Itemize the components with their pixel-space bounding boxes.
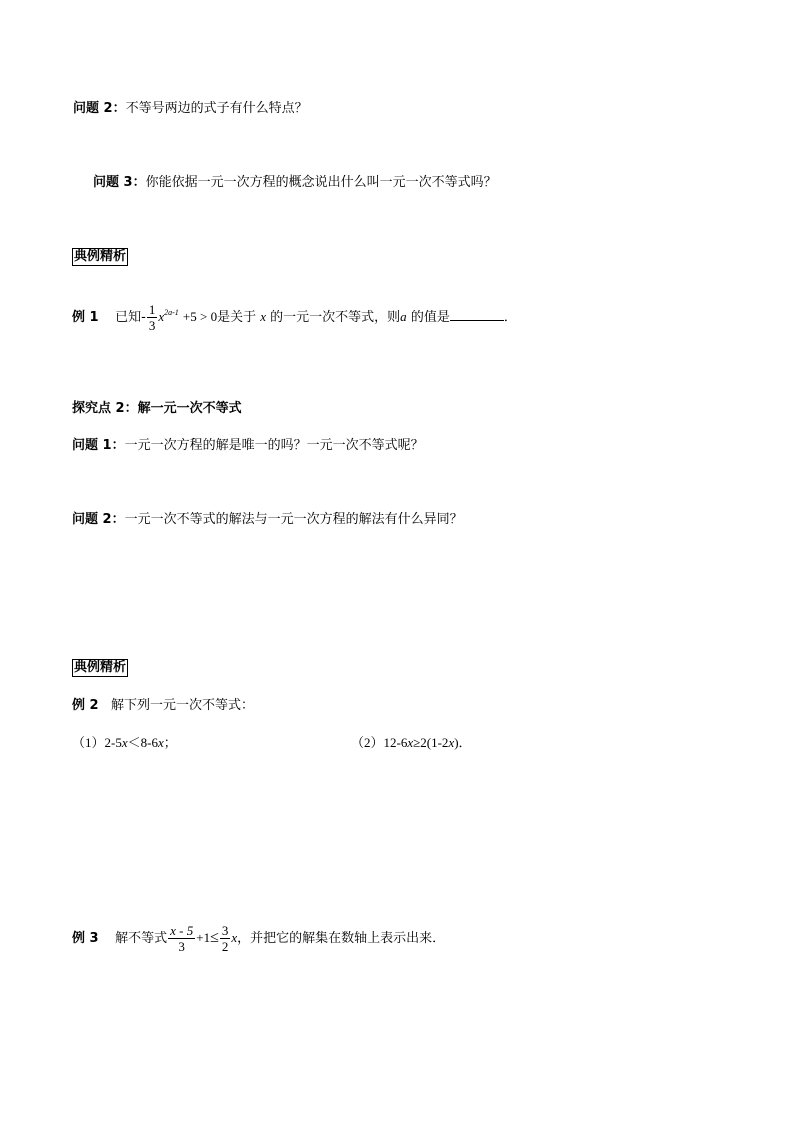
example-2 (72, 697, 254, 715)
question-label: 问题 2： (73, 101, 126, 116)
example-label: 例 2 (72, 698, 99, 713)
expression-rest: +5 > 0 (182, 309, 218, 324)
expression-end: )． (454, 735, 472, 750)
question-text: 一元一次方程的解是唯一的吗？一元一次不等式呢？ (124, 438, 424, 453)
expression: ＜8-6 (127, 735, 158, 750)
example-1 (72, 295, 517, 336)
example-suffix: ，并把它的解集在数轴上表示出来． (237, 931, 446, 946)
question-text: 一元一次不等式的解法与一元一次方程的解法有什么异同？ (124, 512, 463, 527)
fraction-one-third (147, 302, 158, 333)
fraction-denominator: 3 (178, 939, 185, 954)
fraction-x-minus-5-over-3 (168, 923, 195, 954)
expression: 2-5 (104, 735, 122, 750)
example-2-part-2 (351, 734, 472, 752)
example-label: 例 3 (72, 931, 99, 946)
explore-question-1 (72, 437, 424, 455)
leq-sign: ≤ (210, 929, 219, 946)
expression-end: ； (163, 735, 177, 750)
fraction-numerator: 1 (148, 302, 156, 317)
example-label: 例 1 (72, 310, 99, 325)
section-box: 典例精析 (74, 249, 127, 264)
question-2 (73, 100, 308, 118)
section-heading-1 (72, 248, 128, 266)
part-number: （1） (72, 735, 105, 750)
variable-x: x (260, 309, 267, 324)
example-prefix: 已知- (115, 310, 146, 325)
example-2-part-1 (72, 734, 177, 752)
variable-x: x (448, 735, 455, 750)
example-3 (72, 920, 445, 957)
fraction-three-halves (220, 923, 231, 954)
expression: ≥2(1-2 (413, 735, 449, 750)
section-heading-2 (72, 659, 128, 677)
answer-blank[interactable] (450, 308, 504, 321)
question-label: 问题 2： (72, 512, 125, 527)
example-text: 解下列一元一次不等式： (110, 698, 254, 713)
fraction-denominator: 2 (221, 939, 229, 954)
expression: 12-6 (383, 735, 408, 750)
example-mid: 是关于 (217, 310, 257, 325)
variable-x: x (158, 309, 165, 324)
part-number: （2） (351, 735, 384, 750)
example-mid2: 的一元一次不等式，则 (270, 310, 401, 325)
question-text: 不等号两边的式子有什么特点？ (125, 101, 308, 116)
fraction-numerator: 3 (221, 923, 229, 938)
question-label: 问题 1： (72, 438, 125, 453)
variable-x: x (121, 735, 128, 750)
question-label: 问题 3： (93, 175, 146, 190)
plus-one: +1 (196, 930, 211, 945)
variable-x: x (407, 735, 414, 750)
section-box: 典例精析 (74, 660, 127, 675)
example-end: ． (503, 310, 517, 325)
question-text: 你能依据一元一次方程的概念说出什么叫一元一次不等式吗？ (145, 175, 497, 190)
explore-point-heading: 探究点 2：解一元一次不等式 (72, 401, 242, 416)
variable-x: x (157, 735, 164, 750)
explore-question-2 (72, 511, 463, 529)
exponent: 2a-1 (164, 308, 179, 317)
variable-x: x (231, 930, 238, 945)
variable-a: a (400, 309, 407, 324)
question-3 (93, 174, 497, 192)
example-suffix: 的值是 (410, 310, 450, 325)
example-prefix: 解不等式 (115, 931, 168, 946)
fraction-numerator: x - 5 (170, 923, 194, 938)
fraction-denominator: 3 (148, 318, 156, 333)
